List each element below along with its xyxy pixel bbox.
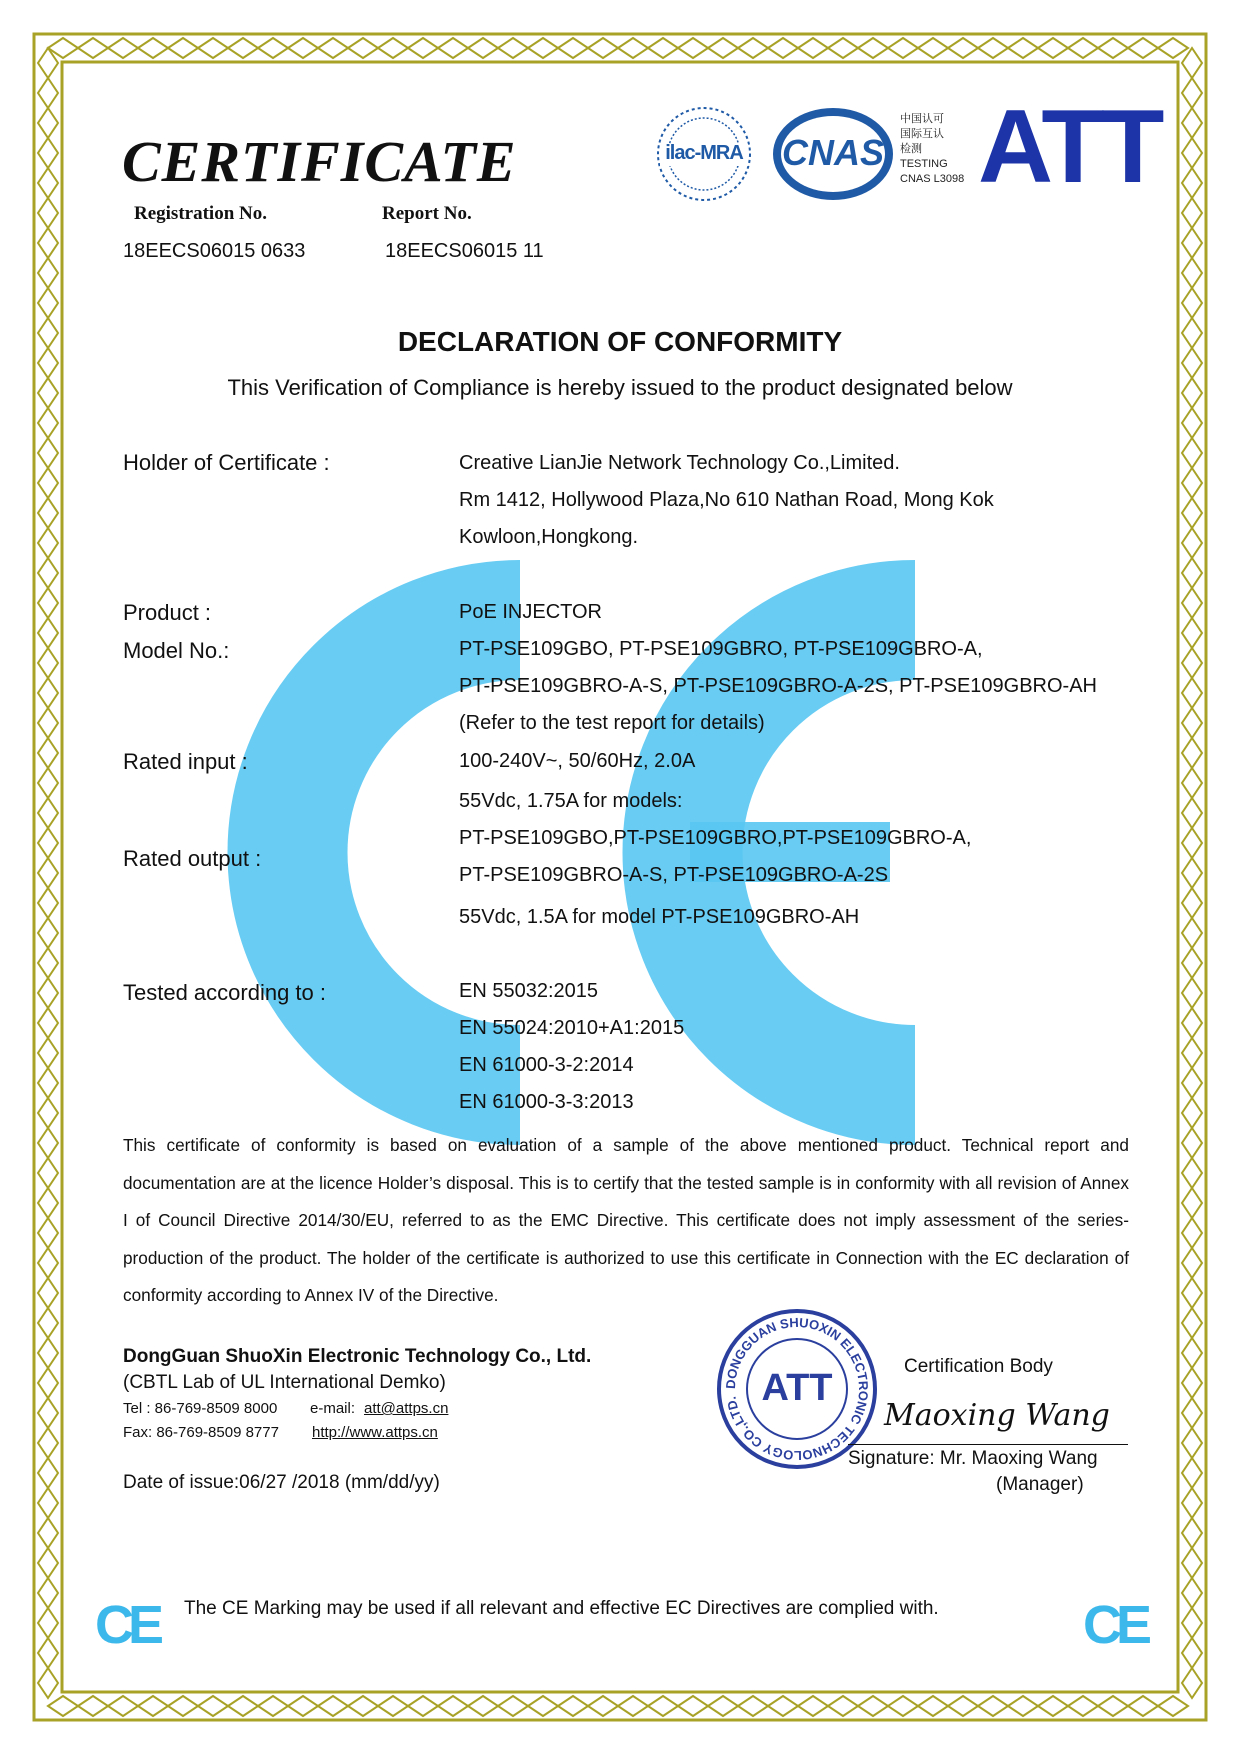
issuer-fax: Fax: 86-769-8509 8777 bbox=[123, 1424, 279, 1441]
product-label: Product : bbox=[123, 600, 212, 625]
issuer-email-label: e-mail: bbox=[310, 1400, 356, 1417]
handwritten-signature: Maoxing Wang bbox=[884, 1398, 1110, 1433]
holder-line-3: Kowloon,Hongkong. bbox=[459, 526, 639, 548]
model-line-1: PT-PSE109GBO, PT-PSE109GBRO, PT-PSE109GBRO-A, bbox=[459, 638, 983, 660]
ilac-text: ilac-MRA bbox=[665, 142, 743, 164]
standard-4: EN 61000-3-3:2013 bbox=[459, 1091, 634, 1113]
rated-output-line-3: PT-PSE109GBRO-A-S, PT-PSE109GBRO-A-2S bbox=[459, 864, 889, 886]
registration-value: 18EECS06015 0633 bbox=[123, 240, 306, 262]
standard-3: EN 61000-3-2:2014 bbox=[459, 1054, 634, 1076]
tested-label: Tested according to : bbox=[123, 980, 327, 1005]
product-value: PoE INJECTOR bbox=[459, 601, 602, 623]
standard-1: EN 55032:2015 bbox=[459, 980, 599, 1002]
ce-mark-right: CE bbox=[1083, 1595, 1147, 1655]
cnas-caption bbox=[900, 112, 964, 187]
rated-output-line-2: PT-PSE109GBO,PT-PSE109GBRO,PT-PSE109GBRO-A, bbox=[459, 827, 972, 849]
rated-output-line-4: 55Vdc, 1.5A for model PT-PSE109GBRO-AH bbox=[459, 906, 860, 928]
issuer-company: DongGuan ShuoXin Electronic Technology Co., Ltd. bbox=[123, 1346, 592, 1367]
stamp-center-text: ATT bbox=[761, 1367, 833, 1409]
cnas-cn-line-2: 国际互认 bbox=[900, 128, 944, 140]
cnas-testing: TESTING bbox=[900, 158, 948, 170]
footer-note: The CE Marking may be used if all relevant and effective EC Directives are complied with. bbox=[184, 1598, 939, 1619]
report-value: 18EECS06015 11 bbox=[385, 240, 544, 262]
issuer-email-link[interactable]: att@attps.cn bbox=[364, 1400, 449, 1417]
att-logo: ATT bbox=[978, 89, 1161, 205]
company-stamp bbox=[716, 1308, 878, 1470]
cnas-logo bbox=[770, 104, 896, 204]
rated-output-line-1: 55Vdc, 1.75A for models: bbox=[459, 790, 683, 812]
registration-label: Registration No. bbox=[134, 203, 267, 224]
signatory-title: (Manager) bbox=[996, 1474, 1084, 1495]
issuer-tel: Tel : 86-769-8509 8000 bbox=[123, 1400, 278, 1417]
rated-input-value: 100-240V~, 50/60Hz, 2.0A bbox=[459, 750, 696, 772]
cnas-text: CNAS bbox=[781, 132, 884, 173]
declaration-subheading: This Verification of Compliance is hereby issued to the product designated below bbox=[227, 375, 1013, 400]
holder-line-2: Rm 1412, Hollywood Plaza,No 610 Nathan Road, Mong Kok bbox=[459, 489, 994, 511]
rated-input-label: Rated input : bbox=[123, 749, 248, 774]
conformity-statement: This certificate of conformity is based on evaluation of a sample of the above mentioned product. Technical report and documentation are at the licence Holder’s disposal. This is to certify that the tested sample is in conformity with all revision of Annex I of Council Directive 2014/30/EU, referred to as the EMC Directive. This certificate does not imply assessment of the series-production of the product. The holder of the certificate is authorized to use this certificate in Connection with the EC declaration of conformity according to Annex IV of the Directive. bbox=[123, 1135, 1129, 1305]
model-label: Model No.: bbox=[123, 638, 230, 663]
signature-caption: Signature: Mr. Maoxing Wang bbox=[848, 1448, 1098, 1469]
standard-2: EN 55024:2010+A1:2015 bbox=[459, 1017, 685, 1039]
stamp-ring-text: DONGGUAN SHUOXIN ELECTRONIC TECHNOLOGY CO.,LTD. bbox=[722, 1314, 872, 1464]
holder-line-1: Creative LianJie Network Technology Co.,Limited. bbox=[459, 452, 900, 474]
ce-mark-left: CE bbox=[95, 1595, 159, 1655]
certification-body-label: Certification Body bbox=[904, 1356, 1053, 1377]
declaration-heading: DECLARATION OF CONFORMITY bbox=[397, 326, 843, 357]
cnas-code: CNAS L3098 bbox=[900, 173, 965, 185]
model-line-2: PT-PSE109GBRO-A-S, PT-PSE109GBRO-A-2S, PT-PSE109GBRO-AH bbox=[459, 675, 1097, 697]
cnas-cn-line-1: 中国认可 bbox=[900, 113, 944, 125]
signature-line bbox=[848, 1444, 1128, 1445]
report-label: Report No. bbox=[382, 203, 472, 224]
rated-output-label: Rated output : bbox=[123, 846, 262, 871]
ilac-mra-logo bbox=[654, 104, 754, 204]
issuer-website-link[interactable]: http://www.attps.cn bbox=[312, 1424, 438, 1441]
date-of-issue: Date of issue:06/27 /2018 (mm/dd/yy) bbox=[123, 1472, 440, 1493]
certificate-title: CERTIFICATE bbox=[122, 129, 517, 194]
issuer-lab: (CBTL Lab of UL International Demko) bbox=[123, 1372, 446, 1393]
holder-label: Holder of Certificate : bbox=[123, 450, 330, 475]
cnas-cn-line-3: 检测 bbox=[900, 143, 922, 155]
model-line-3: (Refer to the test report for details) bbox=[459, 712, 765, 734]
